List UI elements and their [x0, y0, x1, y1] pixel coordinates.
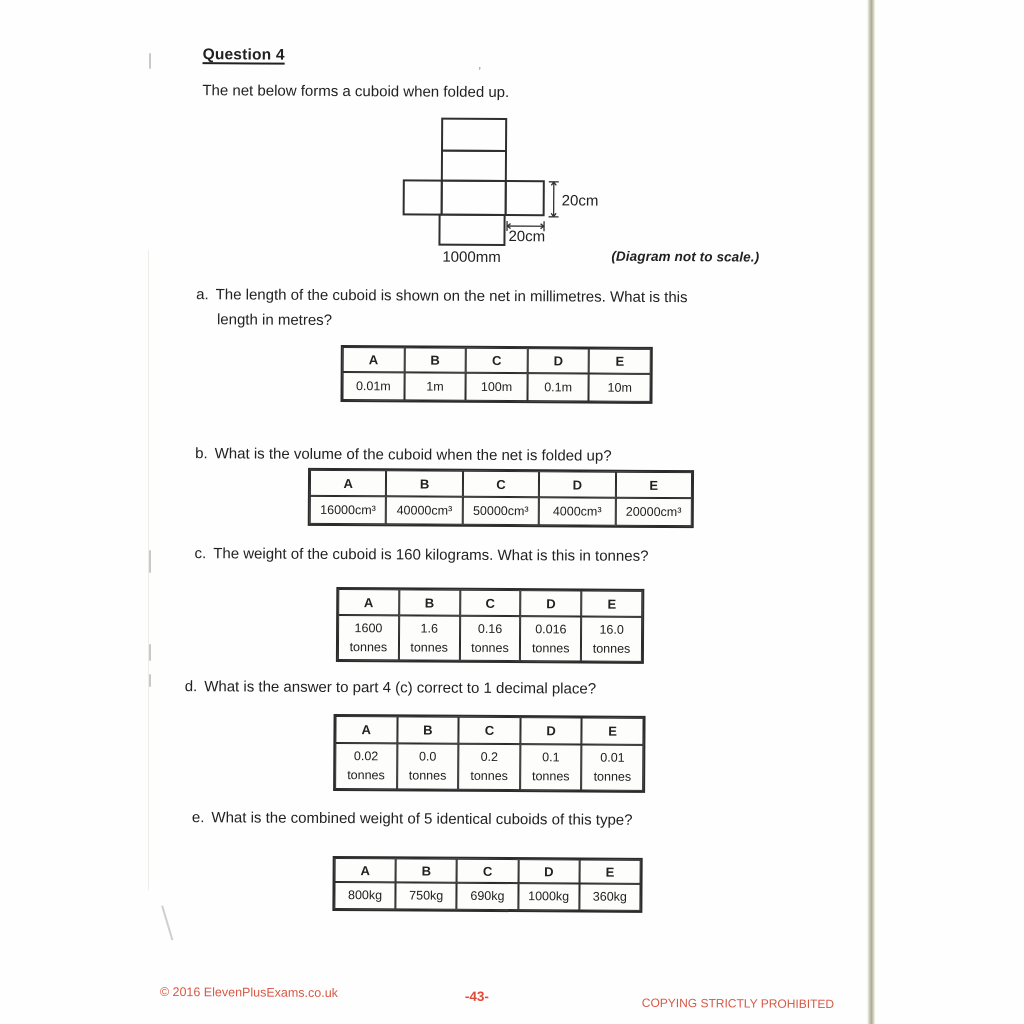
- option-value: 10m: [589, 374, 651, 402]
- option-value: 750kg: [396, 882, 457, 909]
- depth-dimension-label: 20cm: [508, 228, 546, 246]
- footer-copy-warning: COPYING STRICTLY PROHIBITED: [641, 995, 835, 1012]
- option-value: 4000cm³: [539, 497, 616, 525]
- option-header-e: E: [582, 718, 644, 745]
- option-value: 0.02 tonnes: [335, 743, 397, 789]
- option-header-d: D: [527, 348, 589, 373]
- question-part-a: [196, 286, 688, 306]
- option-value: 16.0 tonnes: [581, 616, 642, 661]
- part-c-text: The weight of the cuboid is 160 kilograms. What is this in tonnes?: [213, 545, 649, 565]
- question-title: Question 4: [202, 46, 285, 64]
- height-dimension-arrow-icon: [548, 180, 560, 218]
- options-table-d: [333, 714, 645, 793]
- question-part-b: [195, 445, 612, 465]
- option-header-b: B: [397, 716, 459, 743]
- scan-edge-mark: [149, 53, 151, 69]
- scan-squiggle-mark: [161, 906, 173, 941]
- part-e-text: What is the combined weight of 5 identical cuboids of this type?: [211, 809, 633, 829]
- scan-page-edge-strip: [867, 0, 875, 1024]
- net-bottom-face: [438, 214, 505, 246]
- scan-edge-mark: [149, 674, 151, 687]
- options-table-e: [332, 856, 642, 913]
- footer-copyright: © 2016 ElevenPlusExams.co.uk: [159, 984, 338, 1001]
- stray-mark: ’: [478, 65, 481, 78]
- question-part-e: [192, 809, 633, 829]
- option-value: 1m: [404, 372, 466, 400]
- option-header-a: A: [335, 858, 396, 882]
- footer-page-number: -43-: [464, 988, 489, 1004]
- scan-edge-mark: [149, 550, 151, 573]
- options-table-b: [308, 468, 694, 528]
- option-header-b: B: [404, 347, 466, 372]
- options-table-c: [336, 587, 644, 664]
- option-header-e: E: [589, 349, 651, 374]
- option-header-d: D: [518, 859, 579, 883]
- option-header-a: A: [338, 589, 399, 615]
- option-value: 690kg: [457, 883, 518, 910]
- option-header-e: E: [581, 591, 642, 617]
- intro-text: The net below forms a cuboid when folded up.: [202, 82, 510, 102]
- option-header-b: B: [386, 470, 463, 496]
- net-upper-face: [441, 150, 507, 182]
- option-value: 1000kg: [518, 883, 579, 910]
- question-part-a-line2: length in metres?: [216, 311, 333, 329]
- part-a-text: The length of the cuboid is shown on the net in millimetres. What is this: [215, 286, 688, 307]
- length-dimension-label: 1000mm: [442, 248, 501, 267]
- option-value: 100m: [466, 373, 528, 401]
- option-value: 0.0 tonnes: [397, 743, 459, 789]
- option-header-c: C: [457, 859, 518, 883]
- option-value: 0.1 tonnes: [520, 744, 582, 790]
- option-header-d: D: [539, 471, 616, 497]
- net-left-flap: [403, 179, 443, 215]
- part-a-label: a.: [196, 286, 209, 304]
- option-header-d: D: [520, 717, 582, 744]
- height-dimension-label: 20cm: [561, 192, 599, 210]
- option-value: 0.1m: [527, 373, 589, 401]
- option-value: 800kg: [334, 882, 395, 909]
- option-header-a: A: [310, 470, 387, 496]
- option-value: 0.016 tonnes: [520, 616, 581, 661]
- option-header-d: D: [521, 590, 582, 616]
- not-to-scale-note: (Diagram not to scale.): [611, 248, 760, 265]
- option-header-b: B: [396, 858, 457, 882]
- question-part-c: [194, 545, 648, 565]
- option-value: 0.01 tonnes: [581, 745, 643, 791]
- part-d-text: What is the answer to part 4 (c) correct to 1 decimal place?: [204, 678, 597, 698]
- cuboid-net-diagram: [401, 117, 572, 250]
- option-header-c: C: [466, 348, 528, 373]
- scan-edge-mark: [149, 644, 151, 661]
- option-value: 16000cm³: [310, 496, 387, 524]
- option-value: 1.6 tonnes: [399, 615, 460, 660]
- part-b-text: What is the volume of the cuboid when the net is folded up?: [214, 445, 612, 465]
- option-header-c: C: [463, 471, 540, 497]
- option-value: 0.01m: [342, 372, 404, 400]
- option-header-a: A: [335, 716, 397, 743]
- option-value: 20000cm³: [615, 498, 692, 526]
- question-part-d: [185, 678, 596, 698]
- option-header-a: A: [343, 347, 405, 372]
- option-value: 50000cm³: [463, 497, 540, 525]
- option-header-e: E: [615, 472, 692, 498]
- options-table-a: [340, 345, 652, 404]
- net-top-flap: [441, 118, 507, 152]
- net-center-face: [441, 180, 507, 216]
- option-header-c: C: [460, 590, 521, 616]
- part-d-label: d.: [184, 678, 198, 696]
- option-value: 360kg: [579, 883, 640, 910]
- option-header-e: E: [579, 859, 640, 883]
- option-value: 40000cm³: [386, 496, 463, 524]
- option-header-b: B: [399, 589, 460, 615]
- part-b-label: b.: [195, 445, 208, 463]
- option-header-c: C: [459, 717, 521, 744]
- option-value: 1600 tonnes: [338, 615, 399, 660]
- option-value: 0.16 tonnes: [459, 616, 520, 661]
- option-value: 0.2 tonnes: [458, 744, 520, 790]
- part-c-label: c.: [194, 545, 207, 563]
- net-right-flap: [505, 180, 545, 216]
- part-e-label: e.: [191, 809, 205, 827]
